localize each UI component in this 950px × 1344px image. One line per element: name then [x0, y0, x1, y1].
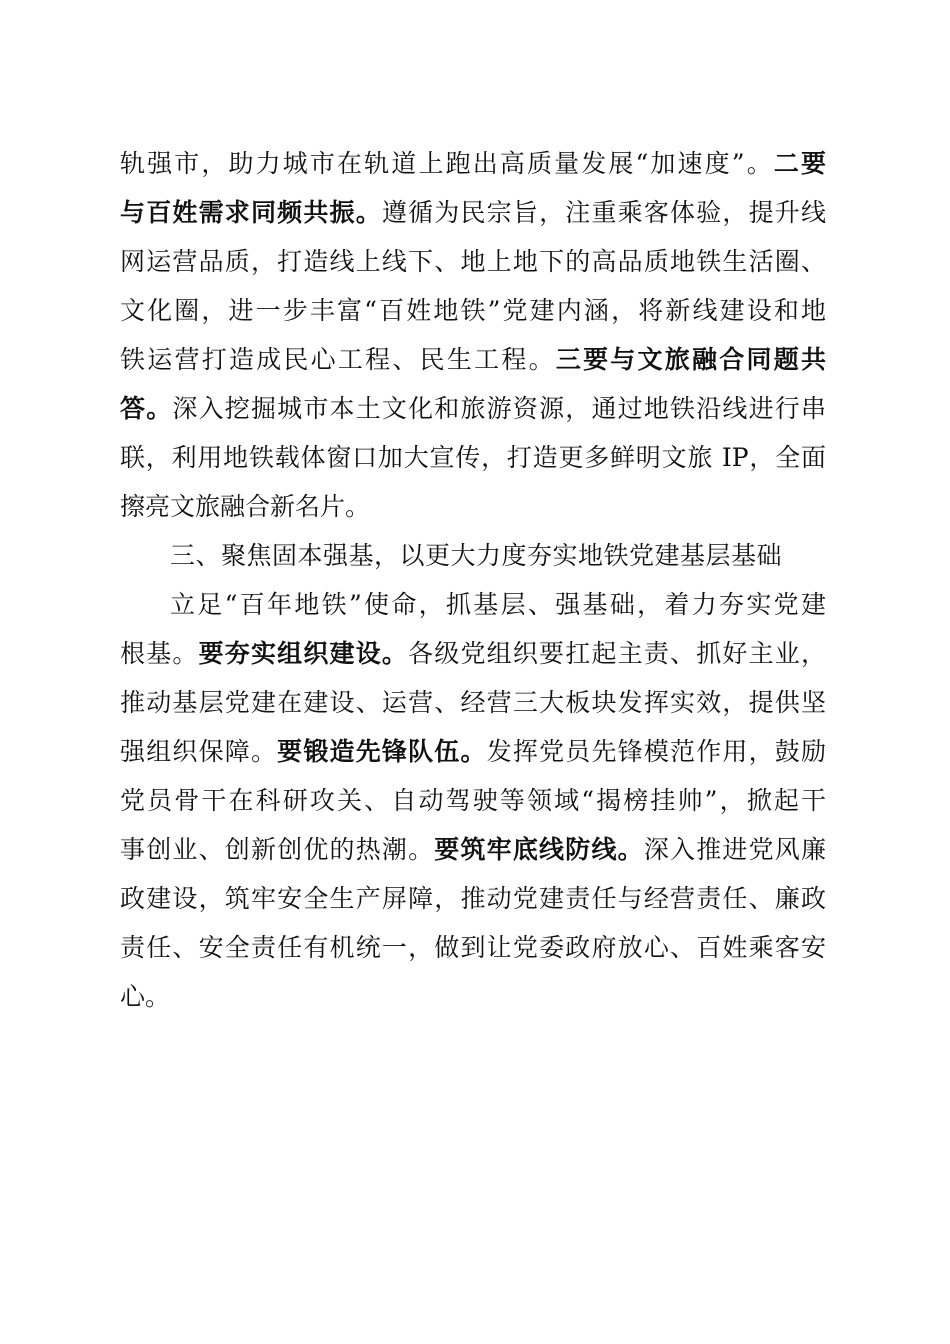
text-line — [120, 825, 826, 874]
text-run: 文化圈，进一步丰富“百姓地铁”党建内涵，将新线建设和地 — [120, 296, 826, 325]
text-line — [120, 874, 826, 923]
text-line — [120, 139, 826, 188]
text-line — [120, 629, 826, 678]
bold-phrase: 与百姓需求同频共振。 — [120, 198, 382, 227]
bold-phrase: 要筑牢底线防线。 — [434, 835, 644, 864]
text-run: 各级党组织要扛起主责、抓好主业， — [408, 639, 826, 668]
text-line — [120, 237, 826, 286]
text-line — [120, 335, 826, 384]
text-line — [120, 923, 826, 972]
text-run: 发挥党员先锋模范作用，鼓励 — [486, 737, 826, 766]
text-line — [120, 286, 826, 335]
text-run: 事创业、创新创优的热潮。 — [120, 835, 435, 864]
text-run: 党员骨干在科研攻关、自动驾驶等领域“揭榜挂帅”，掀起干 — [120, 786, 826, 815]
text-line — [120, 972, 826, 1021]
text-line — [120, 727, 826, 776]
text-line — [120, 580, 826, 629]
text-run: 轨强市，助力城市在轨道上跑出高质量发展“加速度”。 — [120, 149, 774, 178]
text-run: 深入挖掘城市本土文化和旅游资源，通过地铁沿线进行串 — [172, 394, 826, 423]
paragraph-1 — [120, 139, 826, 531]
bold-phrase: 答。 — [120, 394, 173, 423]
text-run: 责任、安全责任有机统一，做到让党委政府放心、百姓乘客安 — [120, 933, 826, 962]
bold-phrase: 二要 — [773, 149, 826, 178]
bold-phrase: 要锻造先锋队伍。 — [277, 737, 487, 766]
text-run: 铁运营打造成民心工程、民生工程。 — [120, 345, 556, 374]
text-line — [120, 482, 826, 531]
section-heading: 三、聚焦固本强基，以更大力度夯实地铁党建基层基础 — [170, 541, 783, 570]
bold-phrase: 三要与文旅融合同题共 — [555, 345, 826, 374]
text-line — [120, 776, 826, 825]
text-run: 擦亮文旅融合新名片。 — [120, 492, 371, 521]
text-run: 遵循为民宗旨，注重乘客体验，提升线 — [381, 198, 826, 227]
text-line — [120, 433, 826, 482]
text-line — [120, 188, 826, 237]
document-body — [120, 139, 826, 1021]
text-run: 政建设，筑牢安全生产屏障，推动党建责任与经营责任、廉政 — [120, 884, 826, 913]
text-run: 网运营品质，打造线上线下、地上地下的高品质地铁生活圈、 — [120, 247, 826, 276]
paragraph-2 — [120, 580, 826, 1021]
text-line — [120, 384, 826, 433]
text-line — [120, 678, 826, 727]
text-run: 联，利用地铁载体窗口加大宣传，打造更多鲜明文旅 IP，全面 — [120, 443, 826, 472]
text-run: 立足“百年地铁”使命，抓基层、强基础，着力夯实党建 — [170, 590, 826, 619]
bold-phrase: 要夯实组织建设。 — [198, 639, 409, 668]
text-run: 推动基层党建在建设、运营、经营三大板块发挥实效，提供坚 — [120, 688, 826, 717]
text-run: 深入推进党风廉 — [643, 835, 826, 864]
text-run: 心。 — [120, 982, 171, 1011]
text-run: 根基。 — [120, 639, 199, 668]
text-run: 强组织保障。 — [120, 737, 278, 766]
